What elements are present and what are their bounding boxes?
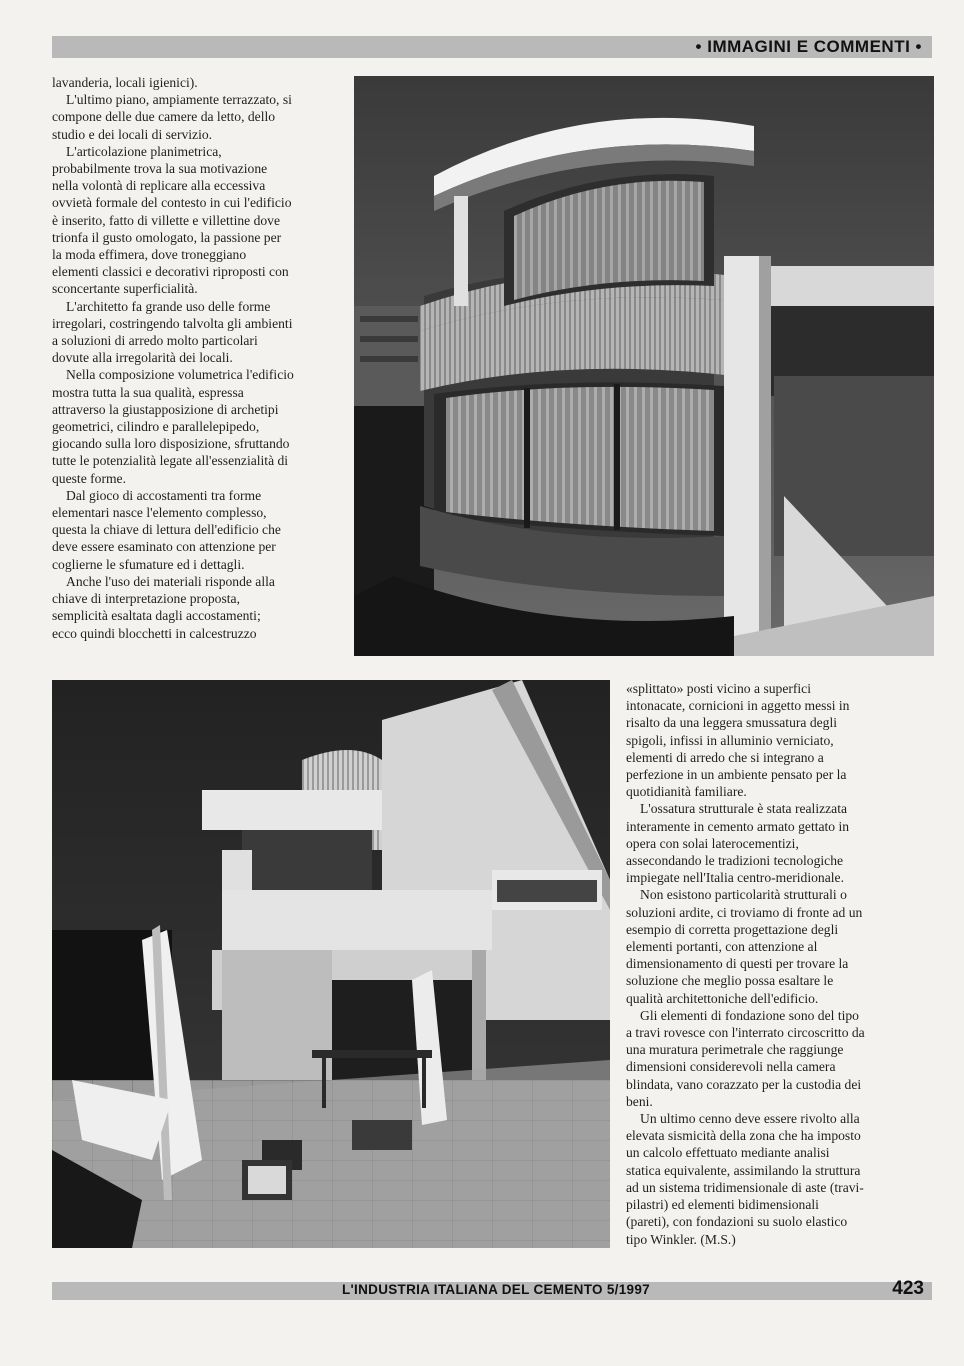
text-line: tutte le potenzialità legate all'essenzialità di bbox=[52, 453, 289, 469]
text-line: pilastri) ed elementi bidimensionali bbox=[626, 1197, 819, 1213]
paragraph bbox=[626, 680, 934, 800]
footer-bar bbox=[52, 1278, 932, 1300]
paragraph bbox=[52, 74, 338, 91]
text-line: dimensionamento di questi per trovare la bbox=[626, 956, 849, 972]
text-line: statica equivalente, assimilando la struttura bbox=[626, 1162, 861, 1178]
text-line: semplicità esaltata dagli accostamenti; bbox=[52, 608, 261, 624]
paragraph bbox=[626, 1110, 934, 1248]
text-line: beni. bbox=[626, 1093, 653, 1109]
text-line: elementi portanti, con attenzione al bbox=[626, 939, 818, 955]
page-number: 423 bbox=[892, 1278, 924, 1299]
text-line: elementi di arredo che si integrano a bbox=[626, 749, 824, 765]
paragraph bbox=[52, 298, 338, 367]
text-line: ad un sistema tridimensionale di aste (travi- bbox=[626, 1179, 864, 1195]
text-line: L'articolazione planimetrica, bbox=[66, 143, 222, 159]
text-line: a travi rovesce con l'interrato circoscritto da bbox=[626, 1025, 865, 1041]
text-line: elevata sismicità della zona che ha imposto bbox=[626, 1128, 861, 1144]
text-line: (pareti), con fondazioni su suolo elastico bbox=[626, 1214, 848, 1230]
text-line: a soluzioni di arredo molto particolari bbox=[52, 333, 258, 349]
text-line: spigoli, infissi in alluminio verniciato, bbox=[626, 732, 834, 748]
text-line: L'architetto fa grande uso delle forme bbox=[66, 298, 271, 314]
text-line: blindata, vano corazzato per la custodia dei bbox=[626, 1076, 862, 1092]
text-column-right bbox=[626, 680, 934, 1248]
paragraph bbox=[52, 487, 338, 573]
paragraph bbox=[52, 366, 338, 486]
text-line: ovvietà formale del contesto in cui l'edificio bbox=[52, 195, 292, 211]
photo-curved-villa-facade bbox=[354, 76, 934, 656]
text-line: Non esistono particolarità strutturali o bbox=[640, 887, 847, 903]
text-line: un calcolo effettuato mediante analisi bbox=[626, 1145, 830, 1161]
text-line: queste forme. bbox=[52, 470, 126, 486]
text-line: questa la chiave di lettura dell'edificio che bbox=[52, 522, 281, 538]
paragraph bbox=[626, 1007, 934, 1110]
text-line: Anche l'uso dei materiali risponde alla bbox=[66, 573, 275, 589]
text-column-left bbox=[52, 74, 338, 642]
text-line: irregolari, costringendo talvolta gli ambienti bbox=[52, 315, 293, 331]
text-line: attraverso la giustapposizione di archetipi bbox=[52, 401, 279, 417]
text-line: dimensioni considerevoli nella camera bbox=[626, 1059, 836, 1075]
paragraph bbox=[52, 573, 338, 642]
text-line: lavanderia, locali igienici). bbox=[52, 75, 198, 90]
text-line: sconcertante superficialità. bbox=[52, 281, 198, 297]
text-line: compone delle due camere da letto, dello bbox=[52, 109, 276, 125]
text-line: tipo Winkler. (M.S.) bbox=[626, 1231, 736, 1247]
text-line: risalto da una leggera smussatura degli bbox=[626, 715, 838, 731]
text-line: elementi classici e decorativi riproposti con bbox=[52, 264, 289, 280]
text-line: mostra tutta la sua qualità, espressa bbox=[52, 384, 244, 400]
text-line: soluzioni ardite, ci troviamo di fronte ad un bbox=[626, 904, 863, 920]
text-line: la moda effimera, dove troneggiano bbox=[52, 247, 247, 263]
photo-villa-terrace-garden bbox=[52, 680, 610, 1248]
text-line: Dal gioco di accostamenti tra forme bbox=[66, 487, 262, 503]
text-line: Un ultimo cenno deve essere rivolto alla bbox=[640, 1111, 860, 1127]
text-line: studio e dei locali di servizio. bbox=[52, 126, 213, 142]
paragraph bbox=[626, 800, 934, 886]
text-line: coglierne le sfumature ed i dettagli. bbox=[52, 556, 245, 572]
text-line: una muratura perimetrale che raggiunge bbox=[626, 1042, 844, 1058]
paragraph bbox=[52, 143, 338, 298]
text-line: probabilmente trova la sua motivazione bbox=[52, 161, 268, 177]
text-line: Gli elementi di fondazione sono del tipo bbox=[640, 1007, 859, 1023]
text-line: opera con solai laterocementizi, bbox=[626, 835, 799, 851]
text-line: esempio di corretta progettazione degli bbox=[626, 921, 839, 937]
text-line: elementari nasce l'elemento complesso, bbox=[52, 505, 267, 521]
text-line: «splittato» posti vicino a superfici bbox=[626, 681, 811, 696]
text-line: qualità architettoniche dell'edificio. bbox=[626, 990, 819, 1006]
text-line: chiave di interpretazione proposta, bbox=[52, 591, 240, 607]
section-title: • IMMAGINI E COMMENTI • bbox=[695, 37, 922, 56]
text-line: trionfa il gusto omologato, la passione per bbox=[52, 229, 282, 245]
text-line: ecco quindi blocchetti in calcestruzzo bbox=[52, 625, 257, 641]
text-line: assecondando le tradizioni tecnologiche bbox=[626, 853, 844, 869]
text-line: è inserito, fatto di villette e villettine dove bbox=[52, 212, 281, 228]
text-line: soluzione che meglio possa esaltare le bbox=[626, 973, 834, 989]
paragraph bbox=[52, 91, 338, 143]
publication-name: L'INDUSTRIA ITALIANA DEL CEMENTO 5/1997 bbox=[342, 1282, 650, 1297]
text-line: dovute alla irregolarità dei locali. bbox=[52, 350, 233, 366]
text-line: giocando sulla loro disposizione, sfruttando bbox=[52, 436, 290, 452]
text-line: intonacate, cornicioni in aggetto messi in bbox=[626, 698, 850, 714]
text-line: interamente in cemento armato gettato in bbox=[626, 818, 850, 834]
text-line: L'ultimo piano, ampiamente terrazzato, si bbox=[66, 92, 292, 108]
paragraph bbox=[626, 886, 934, 1006]
section-header-bar bbox=[52, 36, 932, 58]
text-line: Nella composizione volumetrica l'edificio bbox=[66, 367, 294, 383]
text-line: impiegate nell'Italia centro-meridionale. bbox=[626, 870, 844, 886]
text-line: nella volontà di replicare alla eccessiva bbox=[52, 178, 266, 194]
text-line: quotidianità familiare. bbox=[626, 784, 747, 800]
text-line: L'ossatura strutturale è stata realizzata bbox=[640, 801, 848, 817]
text-line: deve essere esaminato con attenzione per bbox=[52, 539, 276, 555]
text-line: perfezione in un ambiente pensato per la bbox=[626, 767, 847, 783]
text-line: geometrici, cilindro e parallelepipedo, bbox=[52, 419, 260, 435]
